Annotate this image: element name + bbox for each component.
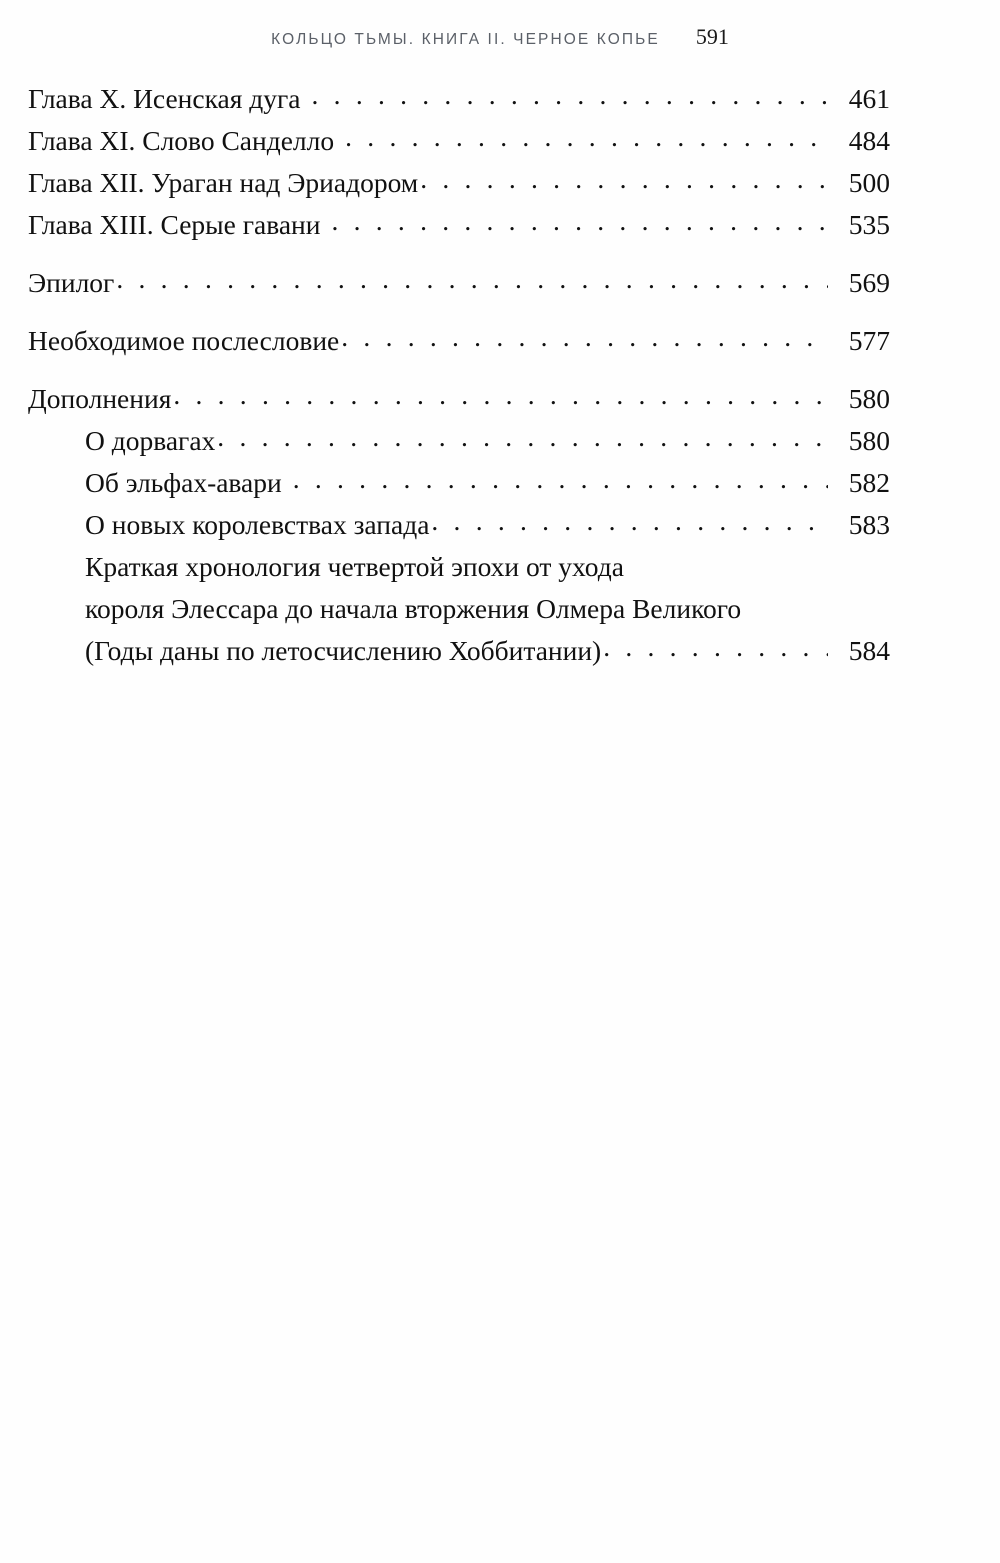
toc-subentry-appendix[interactable] bbox=[28, 462, 890, 504]
toc-entry-label: Дополнения bbox=[28, 383, 172, 414]
dot-leader bbox=[341, 323, 828, 351]
toc-subentry-label-line2: короля Элессара до начала вторжения Олмера Великого bbox=[85, 593, 742, 624]
toc-entry-epilogue[interactable] bbox=[28, 262, 890, 304]
toc-entry-appendices[interactable] bbox=[28, 378, 890, 420]
dot-leader bbox=[116, 265, 828, 293]
dot-leader bbox=[293, 465, 828, 493]
toc-entry-chapter[interactable] bbox=[28, 204, 890, 246]
toc-entry-page: 535 bbox=[848, 209, 890, 240]
toc-subentry-label: Об эльфах-авари bbox=[85, 467, 282, 498]
dot-leader bbox=[420, 165, 828, 193]
toc-subentry-label-line3-row bbox=[85, 630, 890, 672]
toc-subentry-label: О дорвагах bbox=[85, 425, 216, 456]
running-head-title: КОЛЬЦО ТЬМЫ. КНИГА II. ЧЕРНОЕ КОПЬЕ bbox=[271, 31, 660, 48]
toc-subentry-page: 584 bbox=[848, 635, 890, 666]
toc-entry-page: 500 bbox=[848, 167, 890, 198]
dot-leader bbox=[173, 381, 828, 409]
toc-subentry-page: 583 bbox=[848, 509, 890, 540]
toc-entry-label: Глава XII. Ураган над Эриадором bbox=[28, 167, 419, 198]
toc-entry-chapter[interactable] bbox=[28, 162, 890, 204]
toc-subentry-label-line3: (Годы даны по летосчислению Хоббитании) bbox=[85, 635, 602, 666]
toc-subentry-appendix[interactable] bbox=[28, 420, 890, 462]
dot-leader bbox=[345, 123, 828, 151]
dot-leader bbox=[217, 423, 828, 451]
toc-entry-label: Глава XI. Слово Санделло bbox=[28, 125, 335, 156]
toc-entry-label: Глава X. Исенская дуга bbox=[28, 83, 301, 114]
toc-entry-afterword[interactable] bbox=[28, 320, 890, 362]
toc-entry-page: 580 bbox=[848, 383, 890, 414]
toc-subentry-label: О новых королевствах запада bbox=[85, 509, 430, 540]
toc-entry-page: 569 bbox=[848, 267, 890, 298]
toc-subentry-page: 582 bbox=[848, 467, 890, 498]
toc-entry-label: Глава XIII. Серые гавани bbox=[28, 209, 321, 240]
toc-entry-chapter[interactable] bbox=[28, 120, 890, 162]
dot-leader bbox=[331, 207, 828, 235]
toc-subentry-chronology[interactable] bbox=[28, 546, 890, 672]
toc-entry-page: 484 bbox=[848, 125, 890, 156]
running-head bbox=[0, 24, 1000, 50]
table-of-contents bbox=[28, 78, 890, 672]
toc-subentry-label-line1: Краткая хронология четвертой эпохи от ухода bbox=[85, 551, 624, 582]
toc-entry-chapter[interactable] bbox=[28, 78, 890, 120]
page-folio: 591 bbox=[695, 24, 729, 49]
toc-entry-page: 577 bbox=[848, 325, 890, 356]
toc-entry-label: Эпилог bbox=[28, 267, 115, 298]
toc-entry-page: 461 bbox=[848, 83, 890, 114]
dot-leader bbox=[603, 633, 828, 661]
dot-leader bbox=[312, 81, 828, 109]
toc-subentry-page: 580 bbox=[848, 425, 890, 456]
toc-entry-label: Необходимое послесловие bbox=[28, 325, 340, 356]
toc-subentry-appendix[interactable] bbox=[28, 504, 890, 546]
dot-leader bbox=[431, 507, 828, 535]
